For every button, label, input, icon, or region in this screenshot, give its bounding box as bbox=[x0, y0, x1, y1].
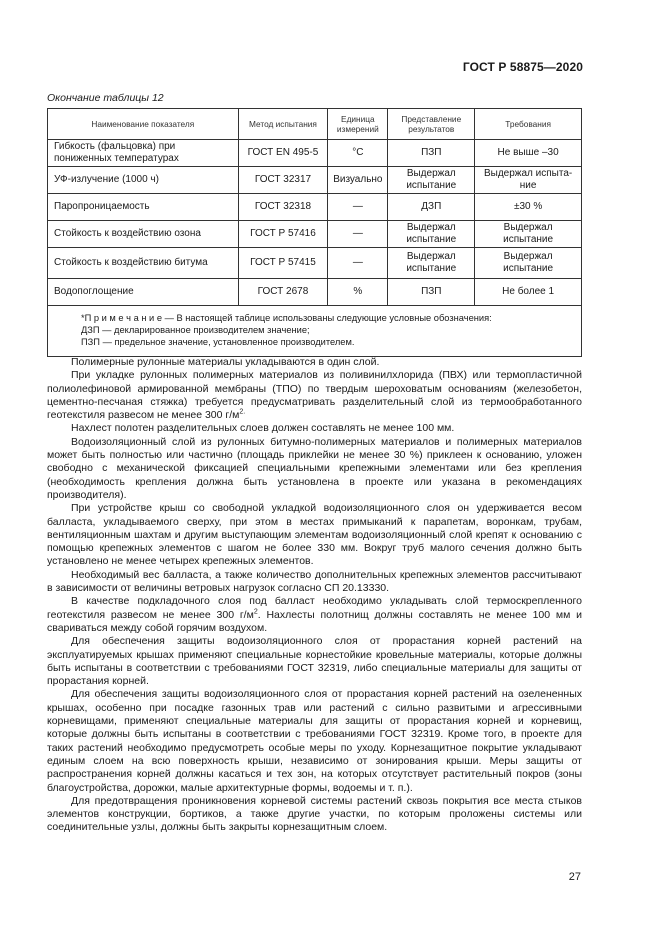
column-header: Представление результатов bbox=[388, 109, 475, 140]
specification-table bbox=[47, 108, 582, 357]
cell-requirement: ±30 % bbox=[475, 194, 582, 221]
cell-method: ГОСТ Р 57415 bbox=[238, 248, 328, 279]
cell-requirement: Выдержал испытание bbox=[475, 221, 582, 248]
table-note-row bbox=[48, 306, 582, 357]
paragraph: Для обеспечения защиты водоизоляционного слоя от прорастания корней растений на озелененных крышах, особенно при посадке газонных трав или растений с сильно развитыми и агрессивными корневищами, применяют специальные материалы для защиты от прорастания корней и корневищ, которые должны быть испытаны в соответствии с требованиями ГОСТ 32319. Кроме того, в проекте для таких растений необходимо предусмотреть особые меры по уходу. Корнезащитное покрытие укладывают единым слоем на всю поверхность крыши, независимо от зонирования крыши. Меры защиты от распространения корней должны касаться и тех зон, на которых отсутствует растительный покров (зоны благоустройства, дорожки, малые архитектурные формы, водоемы и т. п.). bbox=[47, 688, 582, 794]
cell-result: ПЗП bbox=[388, 140, 475, 167]
superscript: 2. bbox=[239, 408, 246, 416]
table-row bbox=[48, 194, 582, 221]
column-header: Требования bbox=[475, 109, 582, 140]
column-header: Метод испытания bbox=[238, 109, 328, 140]
cell-unit: % bbox=[328, 279, 388, 306]
cell-result: Выдержал испытание bbox=[388, 167, 475, 194]
superscript: 2 bbox=[253, 608, 258, 616]
cell-method: ГОСТ 2678 bbox=[238, 279, 328, 306]
note-label: *П р и м е ч а н и е bbox=[81, 313, 162, 323]
page-number: 27 bbox=[568, 871, 581, 883]
paragraph: При устройстве крыш со свободной укладкой водоизоляционного слоя он удерживается весом балласта, укладываемого сверху, при этом в местах примыканий к парапетам, воронкам, трубам, вентиляционным шахтам и другим выступающим элементам водоизоляционный слой крепят к основанию с помощью крепежных элементов с шагом не более 330 мм. Вокруг труб малого сечения должно быть установлено не менее четырех крепежных элементов. bbox=[47, 502, 582, 568]
cell-unit: — bbox=[328, 248, 388, 279]
table-row bbox=[48, 221, 582, 248]
note-line: ДЗП — декларированное производителем значение; bbox=[81, 325, 310, 335]
cell-indicator: Стойкость к воздействию озона bbox=[48, 221, 239, 248]
cell-indicator: УФ-излучение (1000 ч) bbox=[48, 167, 239, 194]
paragraph: Для предотвращения проникновения корневой системы растений сквозь покрытия все места стыков элементов конструкции, бортиков, а также другие участки, по которым проложены системы или соединительные узлы, должны быть закрыты корнезащитным слоем. bbox=[47, 794, 582, 834]
paragraph-text: При укладке рулонных полимерных материалов из поливинилхлорида (ПВХ) или термопластичной полиолефиновой армированной мембраны (ТПО) по твердым шероховатым основаниям (железобетон, цементно-песчаная стяжка) требуется предусматривать разделительный слой из термообработанного геотекстиля развесом не менее 300 г/м bbox=[47, 369, 582, 422]
column-header: Единица измерений bbox=[328, 109, 388, 140]
cell-method: ГОСТ Р 57416 bbox=[238, 221, 328, 248]
paragraph: Нахлест полотен разделительных слоев должен составлять не менее 100 мм. bbox=[71, 422, 455, 435]
cell-requirement: Не более 1 bbox=[475, 279, 582, 306]
paragraph: Полимерные рулонные материалы укладываются в один слой. bbox=[71, 356, 380, 368]
cell-unit: Визуально bbox=[328, 167, 388, 194]
table-row bbox=[48, 248, 582, 279]
cell-indicator: Паропроницаемость bbox=[48, 194, 239, 221]
paragraph: Водоизоляционный слой из рулонных битумно-полимерных материалов и полимерных материалов может быть полностью или частично (площадь приклейки не менее 30 %) приклеен к основанию, уложен свободно с механической фиксацией специальными крепежными элементами или без крепления (необходимость крепления должна быть установлена в проекте или указана в рекомендациях производителя). bbox=[47, 435, 582, 501]
table-row bbox=[48, 167, 582, 194]
cell-method: ГОСТ 32318 bbox=[238, 194, 328, 221]
table-row bbox=[48, 140, 582, 167]
cell-result: Выдержал испытание bbox=[388, 221, 475, 248]
cell-requirement: Не выше –30 bbox=[475, 140, 582, 167]
paragraph bbox=[47, 369, 582, 422]
cell-indicator: Гибкость (фальцовка) при пониженных температурах bbox=[48, 140, 239, 167]
paragraph: Для обеспечения защиты водоизоляционного слоя от прорастания корней растений на эксплуатируемых крышах применяют специальные корнестойкие кровельные материалы, которые должны быть испытаны в соответствии с требованиями ГОСТ 32319, либо специальные материалы для защиты от прорастания корней. bbox=[47, 635, 582, 688]
note-line: ПЗП — предельное значение, установленное производителем. bbox=[81, 337, 355, 347]
cell-indicator: Водопоглощение bbox=[48, 279, 239, 306]
cell-method: ГОСТ EN 495-5 bbox=[238, 140, 328, 167]
table-header-row bbox=[48, 109, 582, 140]
paragraph-text: . Нахлесты полотнищ должны составлять не менее 100 мм и свариваться между собой горячим воздухом. bbox=[47, 608, 583, 634]
paragraph: Необходимый вес балласта, а также количество дополнительных крепежных элементов рассчитывают в зависимости от величины ветровых нагрузок согласно СП 20.13330. bbox=[47, 568, 582, 595]
note-text: — В настоящей таблице использованы следующие условные обозначения: bbox=[162, 313, 492, 323]
cell-unit: °С bbox=[328, 140, 388, 167]
cell-indicator: Стойкость к воздействию битума bbox=[48, 248, 239, 279]
column-header: Наименование показателя bbox=[48, 109, 239, 140]
cell-unit: — bbox=[328, 221, 388, 248]
standard-header: ГОСТ Р 58875—2020 bbox=[462, 60, 583, 74]
table-caption: Окончание таблицы 12 bbox=[47, 92, 164, 104]
cell-result: ДЗП bbox=[388, 194, 475, 221]
cell-result: ПЗП bbox=[388, 279, 475, 306]
table-note bbox=[48, 306, 582, 357]
paragraph bbox=[47, 595, 582, 635]
cell-method: ГОСТ 32317 bbox=[238, 167, 328, 194]
table-row bbox=[48, 279, 582, 306]
cell-result: Выдержал испытание bbox=[388, 248, 475, 279]
cell-requirement: Выдержал испыта-ние bbox=[475, 167, 582, 194]
body-text bbox=[47, 356, 582, 835]
cell-unit: — bbox=[328, 194, 388, 221]
paragraph-text: В качестве подкладочного слоя под балласт необходимо укладывать слой термоскрепленного геотекстиля развесом не менее 300 г/м bbox=[47, 595, 582, 621]
cell-requirement: Выдержал испытание bbox=[475, 248, 582, 279]
